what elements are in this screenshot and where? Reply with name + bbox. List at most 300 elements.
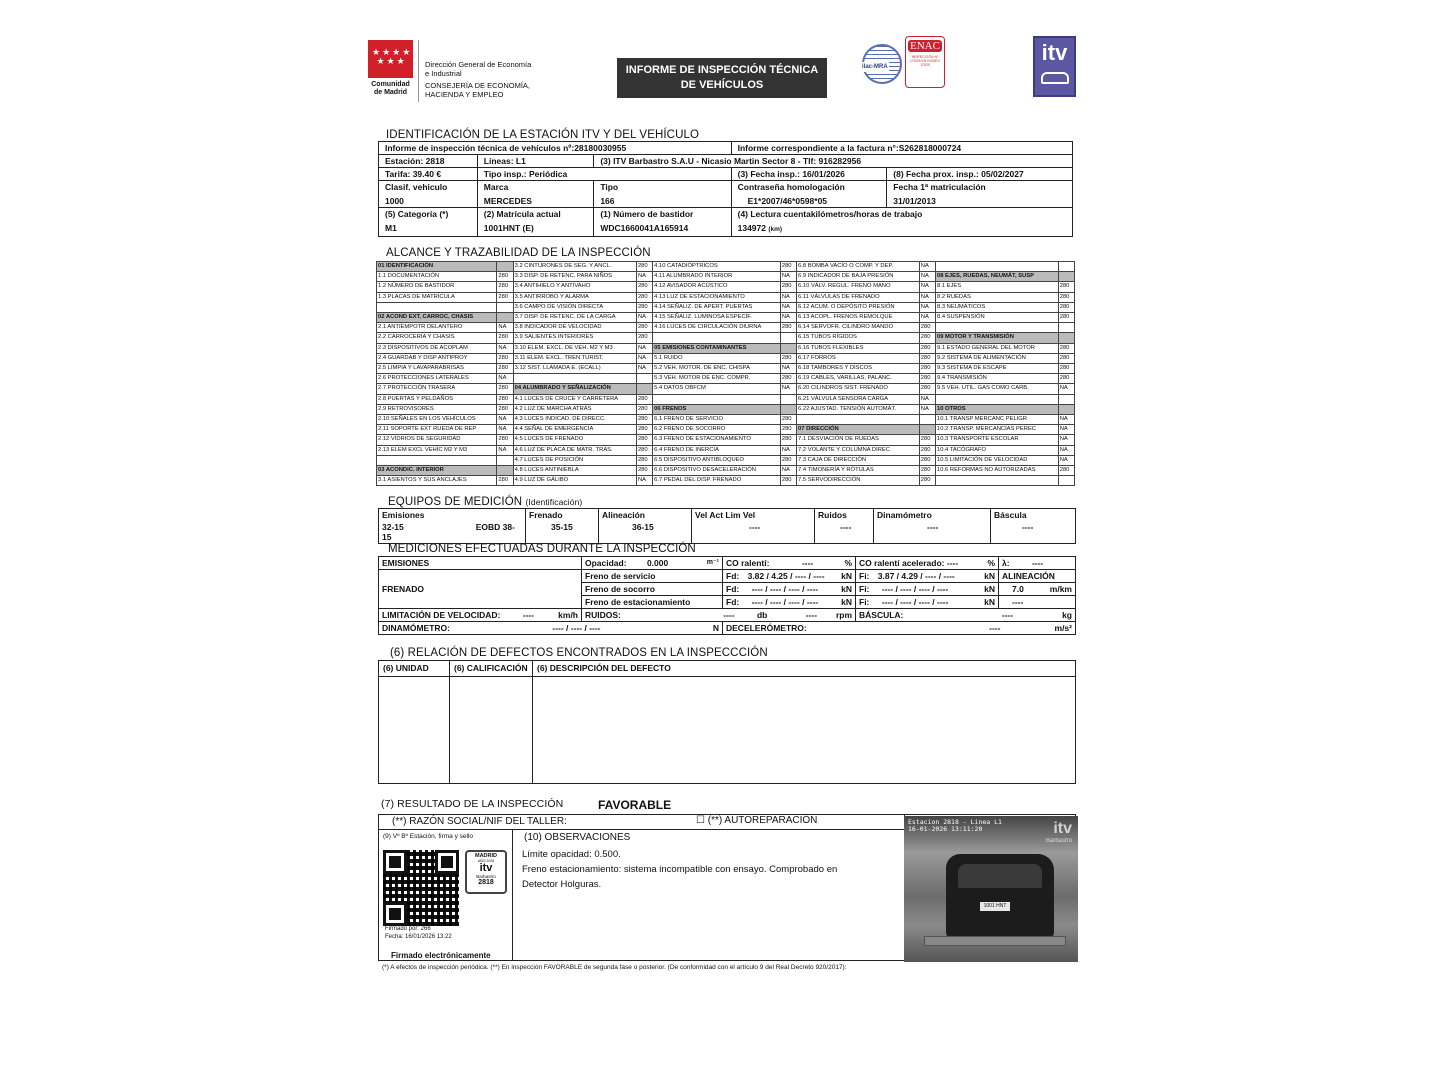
measurements-title: MEDICIONES EFECTUADAS DURANTE LA INSPECCIÓN	[388, 543, 696, 555]
scope-item-label: 5.4 DATOS OBFCM	[653, 384, 781, 394]
scope-item-label	[513, 374, 636, 384]
station: Estación: 2818	[379, 155, 478, 168]
scope-item-value: NA	[780, 302, 796, 312]
scope-item-label: 3.9 SALIENTES INTERIORES	[513, 333, 636, 343]
scope-item-label: 6.16 TUBOS FLEXIBLES	[797, 343, 920, 353]
scope-item-value	[1058, 262, 1074, 272]
car-rear-window-icon	[958, 864, 1042, 888]
parking-brake-fd: Fd: ---- / ---- / ---- / ---- kN	[723, 596, 856, 609]
scope-item-label: 2.13 ELEM EXCL VEHÍC M2 Y M3	[377, 445, 497, 455]
scope-item-label: 4.15 SEÑALIZ. LUMINOSA ESPECÍF.	[653, 313, 781, 323]
identification-title: IDENTIFICACIÓN DE LA ESTACIÓN ITV Y DEL VEHÍCULO	[386, 129, 700, 141]
scope-item-label: 2.1 ANTIEMPOTR DELANTERO	[377, 323, 497, 333]
scope-item-value: 280	[919, 384, 935, 394]
photo-city-watermark: Barbastro	[1045, 838, 1072, 844]
scope-item-label: 08 EJES, RUEDAS, NEUMÁT, SUSP	[935, 272, 1058, 282]
scope-item-label: 6.18 TAMBORES Y DISCOS	[797, 364, 920, 374]
scope-item-value: 280	[497, 435, 513, 445]
scope-item-value: NA	[497, 415, 513, 425]
scope-item-label: 7.4 TIMONERÍA Y RÓTULAS	[797, 466, 920, 476]
scope-item-value	[919, 425, 935, 435]
next-inspection-date: (8) Fecha prox. insp.: 05/02/2027	[887, 168, 1073, 181]
lambda: λ: ----	[999, 557, 1076, 570]
scope-item-label: 6.8 BOMBA VACÍO O COMP. Y DEP.	[797, 262, 920, 272]
scope-item-value: NA	[497, 445, 513, 455]
defects-table	[378, 660, 1076, 784]
invoice-number: Informe correspondiente a la factura n°:S262818000724	[731, 142, 1072, 155]
scope-item-value	[780, 394, 796, 404]
vehicle-class: Clasif. vehiculo 1000	[379, 181, 478, 208]
scope-item-label: 3.10 ELEM. EXCL. DE VEH. M2 Y M3	[513, 343, 636, 353]
scope-item-value	[636, 384, 652, 394]
first-registration: Fecha 1ª matriculación 31/01/2013	[887, 181, 1073, 208]
scope-item-label	[935, 476, 1058, 486]
scope-item-label: 4.1 LUCES DE CRUCE Y CARRETERA	[513, 394, 636, 404]
parking-brake-fi: Fi: ---- / ---- / ---- / ---- kN	[856, 596, 999, 609]
scope-item-value: 280	[1058, 343, 1074, 353]
scope-item-label: 9.4 TRANSMISIÓN	[935, 374, 1058, 384]
measurements-table	[378, 556, 1076, 635]
opacity: Opacidad: 0.000 m⁻¹	[582, 557, 723, 570]
scope-item-value: 280	[780, 435, 796, 445]
alignment-label: ALINEACIÓN	[999, 570, 1076, 583]
emergency-brake-fi: Fi: ---- / ---- / ---- / ---- kN	[856, 583, 999, 596]
scope-item-label: 06 FRENOS	[653, 404, 781, 414]
odometer: (4) Lectura cuentakilómetros/horas de trabajo 134972 (km)	[731, 208, 1072, 237]
scope-item-value	[919, 415, 935, 425]
scope-item-label: 3.4 ANTIHIELO Y ANTIVAHO	[513, 282, 636, 292]
scope-item-value: 280	[636, 415, 652, 425]
scope-item-label: 6.5 DISPOSITIVO ANTIBLOQUEO	[653, 455, 781, 465]
equipment-speed: Vel Act Lim Vel ----	[692, 509, 815, 544]
scope-item-label: 9.2 SISTEMA DE ALIMENTACIÓN	[935, 353, 1058, 363]
scope-item-value	[780, 404, 796, 414]
scope-item-value: 280	[636, 445, 652, 455]
scope-item-label: 4.13 LUZ DE ESTACIONAMIENTO	[653, 292, 781, 302]
scope-item-value: NA	[919, 262, 935, 272]
scope-item-label: 3.5 ANTIRROBO Y ALARMA	[513, 292, 636, 302]
scope-item-value: 280	[497, 404, 513, 414]
scope-item-value: NA	[919, 404, 935, 414]
scope-item-value: 280	[497, 384, 513, 394]
scope-item-value: 280	[636, 262, 652, 272]
header-divider	[418, 40, 419, 102]
signed-by: Firmado por: 266	[385, 926, 431, 932]
scope-item-label: 3.6 CAMPO DE VISIÓN DIRECTA	[513, 302, 636, 312]
emissions-label: EMISIONES	[379, 557, 582, 570]
scope-item-value: 280	[1058, 302, 1074, 312]
scope-item-label: 6.19 CABLES, VARILLAS, PALANC.	[797, 374, 920, 384]
scope-item-label: 2.5 LIMPIA Y LAVAPARABRISAS	[377, 364, 497, 374]
scope-item-value: NA	[636, 353, 652, 363]
scope-item-value: 280	[1058, 313, 1074, 323]
scope-item-label: 2.3 DISPOSITIVOS DE ACOPLAM	[377, 343, 497, 353]
scope-row	[377, 374, 1075, 384]
signed-date: Fecha: 16/01/2026 13:22	[385, 934, 452, 940]
scope-item-value: NA	[497, 323, 513, 333]
scope-item-label: 6.1 FRENO DE SERVICIO	[653, 415, 781, 425]
scope-item-label: 04 ALUMBRADO Y SEÑALIZACIÓN	[513, 384, 636, 394]
scope-item-value: NA	[780, 466, 796, 476]
scope-item-label: 6.11 VÁLVULAS DE FRENADO	[797, 292, 920, 302]
speed-limit: LIMITACIÓN DE VELOCIDAD: ---- km/h	[379, 609, 582, 622]
scope-item-value: 280	[919, 435, 935, 445]
enac-logo	[905, 36, 945, 88]
scope-row	[377, 364, 1075, 374]
scope-item-value: 280	[497, 476, 513, 486]
scope-item-label: 1.1 DOCUMENTACIÓN	[377, 272, 497, 282]
scope-item-label: 6.21 VÁLVULA SENSORA CARGA	[797, 394, 920, 404]
scope-item-label	[935, 323, 1058, 333]
itv-logo-text: itv	[1041, 40, 1068, 65]
scope-item-value: 280	[919, 323, 935, 333]
service-brake-label: Freno de servicio	[582, 570, 723, 583]
scope-item-label: 5.3 VEH. MOTOR DE ENC. COMPR.	[653, 374, 781, 384]
scope-item-value: 280	[919, 353, 935, 363]
equipment-table	[378, 508, 1076, 544]
scope-item-label: 10.1 TRANSP MERCANC PELIGR	[935, 415, 1058, 425]
scope-item-label: 4.12 AVISADOR ACÚSTICO	[653, 282, 781, 292]
scope-item-label: 2.7 PROTECCIÓN TRASERA	[377, 384, 497, 394]
scope-item-label: 2.4 GUARDAB Y DISP ANTIPROY	[377, 353, 497, 363]
lines: Líneas: L1	[477, 155, 594, 168]
scope-item-label: 6.10 VÁLV. REGUL. FRENO MANO	[797, 282, 920, 292]
scope-item-value	[497, 302, 513, 312]
scope-item-label: 2.11 SOPORTE EXT RUEDA DE REP	[377, 425, 497, 435]
photo-itv-watermark: itv	[1053, 820, 1072, 837]
scope-item-label: 3.2 CINTURONES DE SEG. Y ANCL.	[513, 262, 636, 272]
scope-item-value	[636, 374, 652, 384]
scope-item-value: NA	[497, 425, 513, 435]
scope-item-label: 4.8 LUCES ANTINIEBLA	[513, 466, 636, 476]
result-value: FAVORABLE	[598, 798, 672, 812]
scope-item-label: 6.22 AJUSTAD. TENSIÓN AUTOMÁT.	[797, 404, 920, 414]
scope-item-label: 6.4 FRENO DE INERCIA	[653, 445, 781, 455]
scope-item-value: 280	[780, 374, 796, 384]
scope-row	[377, 333, 1075, 343]
scope-item-value: NA	[497, 374, 513, 384]
scope-item-value	[780, 333, 796, 343]
service-brake-fd: Fd: 3.82 / 4.25 / ---- / ---- kN	[723, 570, 856, 583]
scope-item-value: 280	[497, 282, 513, 292]
scope-item-label: 1.2 NÚMERO DE BASTIDOR	[377, 282, 497, 292]
scope-item-value: NA	[1058, 415, 1074, 425]
scope-item-label: 6.13 ACOPL. FRENOS REMOLQUE	[797, 313, 920, 323]
scope-item-label: 8.1 EJES	[935, 282, 1058, 292]
emergency-brake-label: Freno de socorro	[582, 583, 723, 596]
result-col-divider	[512, 829, 513, 961]
scope-item-value: NA	[919, 282, 935, 292]
scope-item-value: NA	[919, 302, 935, 312]
scope-item-label: 9.5 VEH. UTIL. GAS COMO CARB.	[935, 384, 1058, 394]
scope-title: ALCANCE Y TRAZABILIDAD DE LA INSPECCIÓN	[386, 247, 651, 259]
scope-item-label: 2.9 RETROVISORES	[377, 404, 497, 414]
scope-item-label: 4.7 LUCES DE POSICIÓN	[513, 455, 636, 465]
car-plate: 1001 HNT	[980, 902, 1010, 911]
scope-item-value: 280	[636, 394, 652, 404]
scope-item-value: NA	[636, 343, 652, 353]
scope-item-value: 280	[497, 394, 513, 404]
scope-item-value: 280	[780, 353, 796, 363]
scope-item-label: 2.2 CARROCERÍA Y CHASIS	[377, 333, 497, 343]
co-idle: CO ralentí: ---- %	[723, 557, 856, 570]
scope-item-value: NA	[780, 292, 796, 302]
result-divider	[378, 829, 905, 830]
scope-item-label: 7.2 VOLANTE Y COLUMNA DIREC	[797, 445, 920, 455]
noise: RUIDOS: ---- db ---- rpm	[582, 609, 856, 622]
footnote: (*) A efectos de inspección periódica. (**) En inspección FAVORABLE de segunda fase o posterior. (De conformidad con el artículo 9 del Real Decreto 920/2017):	[382, 964, 847, 971]
scope-item-value	[780, 343, 796, 353]
scope-item-label: 03 ACONDIC. INTERIOR	[377, 466, 497, 476]
scope-item-label: 2.12 VIDRIOS DE SEGURIDAD	[377, 435, 497, 445]
scope-item-value	[1058, 323, 1074, 333]
stamp-label: (9) Vº Bº Estación, firma y sello	[383, 833, 473, 840]
alignment-value: 7.0 m/km	[999, 583, 1076, 596]
scope-row	[377, 302, 1075, 312]
scope-item-value: NA	[919, 313, 935, 323]
scope-row	[377, 394, 1075, 404]
scope-item-label: 3.3 DISP. DE RETENC. PARA NIÑOS	[513, 272, 636, 282]
scope-item-value	[497, 466, 513, 476]
scope-item-value: 280	[780, 262, 796, 272]
scope-item-value: NA	[919, 292, 935, 302]
scope-item-label	[653, 394, 781, 404]
scope-item-label: 4.2 LUZ DE MARCHA ATRÁS	[513, 404, 636, 414]
document-title: INFORME DE INSPECCIÓN TÉCNICA DE VEHÍCULOS	[617, 58, 827, 98]
scope-item-label: 10.4 TACÓGRAFO	[935, 445, 1058, 455]
scope-item-value: 280	[636, 333, 652, 343]
scope-item-value: 280	[780, 455, 796, 465]
signed-electronic: Firmado electrónicamente	[391, 951, 491, 960]
defects-col-rating: (6) CALIFICACIÓN	[450, 661, 533, 677]
equipment-braking: Frenado 35-15	[526, 509, 599, 544]
scope-item-value: 280	[636, 404, 652, 414]
scope-item-value: 280	[780, 476, 796, 486]
scope-item-label: 4.5 LUCES DE FRENADO	[513, 435, 636, 445]
scope-row	[377, 292, 1075, 302]
operator: (3) ITV Barbastro S.A.U - Nicasio Martin Sector 8 - Tlf: 916282956	[594, 155, 1073, 168]
equipment-dynamometer: Dinamómetro ----	[874, 509, 991, 544]
scope-item-value: 280	[780, 282, 796, 292]
car-icon	[1041, 72, 1069, 84]
scope-item-label: 4.11 ALUMBRADO INTERIOR	[653, 272, 781, 282]
scope-item-value: 280	[636, 292, 652, 302]
result-title: (7) RESULTADO DE LA INSPECCIÓN	[381, 798, 564, 810]
scope-item-label: 9.1 ESTADO GENERAL DEL MOTOR	[935, 343, 1058, 353]
scope-row	[377, 323, 1075, 333]
scope-item-label: 4.10 CATADIÓPTRICOS	[653, 262, 781, 272]
scope-item-label: 4.9 LUZ DE GÁLIBO	[513, 476, 636, 486]
scope-item-label	[377, 302, 497, 312]
scope-item-value: NA	[780, 313, 796, 323]
scope-row	[377, 445, 1075, 455]
scope-item-value: 280	[636, 466, 652, 476]
scope-item-label: 8.3 NEUMÁTICOS	[935, 302, 1058, 312]
station-stamp: MADRID AÑO 2026 itv Barbastro 2818	[465, 850, 507, 894]
scope-table	[376, 261, 1075, 486]
defects-col-unit: (6) UNIDAD	[379, 661, 450, 677]
scope-item-label: 2.6 PROTECCIONES LATERALES	[377, 374, 497, 384]
scope-item-label: 10.6 REFORMAS NO AUTORIZADAS	[935, 466, 1058, 476]
scope-row	[377, 262, 1075, 272]
scope-item-value: 280	[497, 364, 513, 374]
defects-col-description: (6) DESCRIPCIÓN DEL DEFECTO	[533, 661, 1076, 677]
scope-item-label: 4.6 LUZ DE PLACA DE MATR. TRAS.	[513, 445, 636, 455]
scope-item-value: 280	[636, 323, 652, 333]
scope-item-value: 280	[636, 455, 652, 465]
scope-item-value: 280	[919, 476, 935, 486]
scope-item-label: 4.14 SEÑALIZ. DE APERT. PUERTAS	[653, 302, 781, 312]
scope-item-label: 6.6 DISPOSITIVO DESACELERACIÓN	[653, 466, 781, 476]
scope-item-value: 280	[636, 425, 652, 435]
scope-item-label: 7.3 CAJA DE DIRECCIÓN	[797, 455, 920, 465]
scope-item-value: 280	[497, 333, 513, 343]
fee: Tarifa: 39.40 €	[379, 168, 478, 181]
scope-item-label: 3.12 SIST. LLAMADA E. (ECALL)	[513, 364, 636, 374]
scale: BÁSCULA: ---- kg	[856, 609, 1076, 622]
scope-item-label	[377, 455, 497, 465]
scope-item-label: 7.5 SERVODIRECCIÓN	[797, 476, 920, 486]
enac-label: ENAC	[908, 40, 942, 52]
scope-item-label: 6.9 INDICADOR DE BAJA PRESIÓN	[797, 272, 920, 282]
scope-item-value: 280	[780, 323, 796, 333]
scope-item-value: NA	[780, 384, 796, 394]
equipment-noise: Ruidos ----	[815, 509, 874, 544]
equipment-alignment: Alineación 36-15	[599, 509, 692, 544]
scope-item-value: NA	[1058, 425, 1074, 435]
scope-item-value: NA	[1058, 384, 1074, 394]
equipment-emissions: Emisiones 32-15 EOBD 38-15	[379, 509, 526, 544]
scope-item-label: 6.3 FRENO DE ESTACIONAMIENTO	[653, 435, 781, 445]
decelerometer: DECELERÓMETRO: ---- m/s²	[723, 622, 1076, 635]
inspection-lift-icon	[924, 936, 1066, 946]
scope-item-value: 280	[780, 425, 796, 435]
vehicle-category: (5) Categoría (*) M1	[379, 208, 478, 237]
scope-item-value: NA	[636, 364, 652, 374]
scope-item-value: NA	[636, 272, 652, 282]
scope-row	[377, 404, 1075, 414]
scope-item-value: NA	[780, 272, 796, 282]
scope-item-label: 6.15 TUBOS RÍGIDOS	[797, 333, 920, 343]
madrid-logo	[368, 40, 413, 100]
emergency-brake-fd: Fd: ---- / ---- / ---- / ---- kN	[723, 583, 856, 596]
scope-item-label: 3.8 INDICADOR DE VELOCIDAD	[513, 323, 636, 333]
defects-rating-cell	[450, 677, 533, 784]
scope-row	[377, 466, 1075, 476]
scope-item-value: 280	[919, 364, 935, 374]
scope-item-label: 1.3 PLACAS DE MATRÍCULA	[377, 292, 497, 302]
scope-item-label: 8.2 RUEDAS	[935, 292, 1058, 302]
scope-item-value: NA	[919, 272, 935, 282]
scope-item-value: 280	[1058, 292, 1074, 302]
alignment-value-2: ----	[999, 596, 1076, 609]
ilac-label: ilac-MRA	[862, 64, 888, 70]
identification-table	[378, 141, 1073, 237]
scope-item-label	[653, 333, 781, 343]
scope-item-label: 6.14 SERVOFR. CILINDRO MANDO	[797, 323, 920, 333]
photo-caption: Estacion 2818 - Linea L1 16-01-2026 13:11:20	[908, 818, 1002, 833]
inspection-date: (3) Fecha insp.: 16/01/2026	[731, 168, 887, 181]
madrid-flag-icon: ★★★★ ★★★	[368, 40, 413, 78]
co-idle-accelerated: CO ralentí acelerado: ---- %	[856, 557, 999, 570]
scope-item-value: 280	[919, 455, 935, 465]
equipment-title: EQUIPOS DE MEDICIÓN (Identificación)	[388, 496, 583, 508]
scope-item-label: 6.7 PEDAL DEL DISP. FRENADO	[653, 476, 781, 486]
parking-brake-label: Freno de estacionamiento	[582, 596, 723, 609]
scope-item-value: 280	[919, 445, 935, 455]
observations-label: (10) OBSERVACIONES	[524, 832, 631, 843]
scope-item-value: 280	[636, 302, 652, 312]
scope-item-value	[497, 313, 513, 323]
defects-unit-cell	[379, 677, 450, 784]
scope-item-label: 07 DIRECCIÓN	[797, 425, 920, 435]
region-name: Comunidad de Madrid	[371, 81, 410, 96]
inspection-photo	[904, 816, 1078, 962]
scope-item-value: 280	[497, 292, 513, 302]
scope-item-label: 7.1 DESVIACIÓN DE RUEDAS	[797, 435, 920, 445]
scope-row	[377, 425, 1075, 435]
scope-item-label: 3.11 ELEM. EXCL. TREN TURIST.	[513, 353, 636, 363]
scope-item-value	[1058, 333, 1074, 343]
scope-item-label: 5.1 RUIDO	[653, 353, 781, 363]
scope-item-value: NA	[1058, 445, 1074, 455]
scope-item-label	[797, 415, 920, 425]
scope-item-value: 280	[636, 282, 652, 292]
dynamometer: DINAMÓMETRO: ---- / ---- / ---- N	[379, 622, 723, 635]
scope-item-value: NA	[919, 394, 935, 404]
scope-item-value: 280	[919, 333, 935, 343]
scope-item-value: 280	[497, 272, 513, 282]
scope-row	[377, 343, 1075, 353]
scope-item-label: 3.7 DISP. DE RETENC. DE LA CARGA	[513, 313, 636, 323]
scope-row	[377, 282, 1075, 292]
scope-item-value: 280	[1058, 353, 1074, 363]
scope-item-value: 280	[636, 435, 652, 445]
scope-item-value: 280	[1058, 364, 1074, 374]
scope-item-label: 10 OTROS	[935, 404, 1058, 414]
scope-row	[377, 353, 1075, 363]
scope-item-value: 280	[1058, 466, 1074, 476]
vin-number: (1) Número de bastidor WDC1660041A165914	[594, 208, 731, 237]
scope-item-label: 01 IDENTIFICACIÓN	[377, 262, 497, 272]
license-plate: (2) Matrícula actual 1001HNT (E)	[477, 208, 594, 237]
scope-item-label: 6.20 CILINDROS SIST. FRENADO	[797, 384, 920, 394]
scope-row	[377, 313, 1075, 323]
scope-item-value: 280	[1058, 374, 1074, 384]
scope-item-value	[1058, 404, 1074, 414]
scope-item-label: 4.4 SEÑAL DE EMERGENCIA	[513, 425, 636, 435]
scope-item-label: 05 EMISIONES CONTAMINANTES	[653, 343, 781, 353]
homologation: Contraseña homologación E1*2007/46*0598*05	[731, 181, 887, 208]
braking-label: FRENADO	[379, 570, 582, 609]
scope-row	[377, 415, 1075, 425]
scope-item-value	[1058, 476, 1074, 486]
scope-item-label: 6.2 FRENO DE SOCORRO	[653, 425, 781, 435]
scope-item-label	[935, 394, 1058, 404]
scope-item-value: NA	[497, 343, 513, 353]
scope-item-value: NA	[780, 364, 796, 374]
qr-code-icon	[383, 850, 459, 926]
scope-item-value	[497, 455, 513, 465]
scope-item-label: 2.10 SEÑALES EN LOS VEHÍCULOS	[377, 415, 497, 425]
itv-logo	[1033, 36, 1076, 97]
scope-item-label: 9.3 SISTEMA DE ESCAPE	[935, 364, 1058, 374]
service-brake-fi: Fi: 3.87 / 4.29 / ---- / ---- kN	[856, 570, 999, 583]
scope-item-label: 6.12 ACUM. O DEPÓSITO PRESIÓN	[797, 302, 920, 312]
scope-item-value: NA	[1058, 435, 1074, 445]
scope-item-value	[1058, 394, 1074, 404]
vehicle-brand: Marca MERCEDES	[477, 181, 594, 208]
